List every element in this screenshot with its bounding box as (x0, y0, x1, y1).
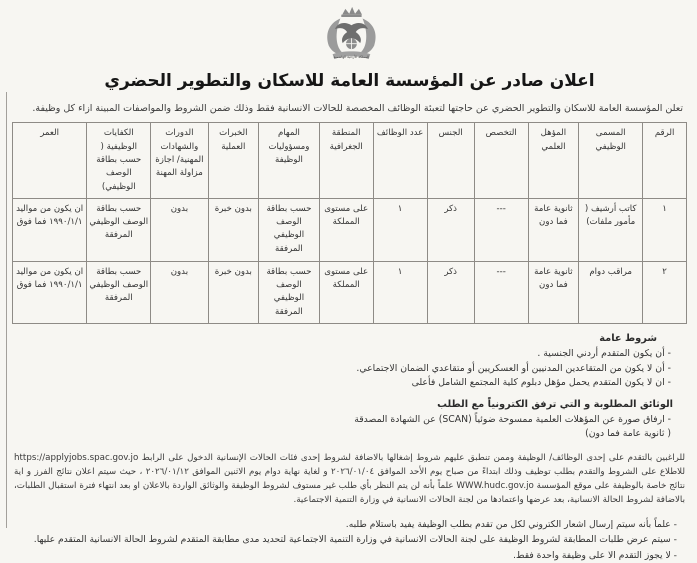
documents-title: الوثائق المطلوبة و التي ترفق الكترونياً مع الطلب (437, 398, 673, 410)
cell-duties: حسب بطاقة الوصف الوظيفي المرفقة (259, 198, 320, 261)
header-courses: الدورات والشهادات المهنية/ اجازة مزاولة المهنة (151, 123, 208, 199)
header-number: الرقم (643, 123, 687, 199)
intro-text: تعلن المؤسسة العامة للاسكان والتطوير الحضري عن حاجتها لتعبئة الوظائف المخصصة للحالات الانسانية فقط وذلك ضمن الشروط والمواصفات المبينة ازاء كل وظيفة. (32, 103, 683, 114)
header-specialization: التخصص (474, 123, 528, 199)
page-title: اعلان صادر عن المؤسسة العامة للاسكان والتطوير الحضري (104, 71, 595, 91)
general-condition-item: - أن لا يكون من المتقاعدين المدنيين أو العسكريين أو متقاعدي الضمان الاجتماعي. (12, 362, 671, 375)
general-condition-item: - ان لا يكون المتقدم يحمل مؤهل دبلوم كلية المجتمع الشامل فأعلى (12, 376, 671, 389)
cell-region: على مستوى المملكة (319, 261, 373, 323)
logo-banner-text: المملكة الأردنية الهاشمية (333, 55, 369, 60)
cell-duties: حسب بطاقة الوصف الوظيفي المرفقة (259, 261, 320, 323)
cell-age: ان يكون من مواليد ١٩٩٠/١/١ فما فوق (13, 198, 87, 261)
header-region: المنطقة الجغرافية (319, 123, 373, 199)
cell-job-title: مراقب دوام (579, 261, 643, 323)
cell-specialization: --- (474, 198, 528, 261)
general-conditions-list (12, 347, 671, 389)
jordan-coat-of-arms-logo (12, 5, 687, 65)
cell-age: ان يكون من مواليد ١٩٩٠/١/١ فما فوق (13, 261, 87, 323)
cell-courses: بدون (151, 261, 208, 323)
header-competencies: الكفايات الوظيفية ( حسب بطاقة الوصف الوظيفي) (87, 123, 151, 199)
document-item: - ارفاق صورة عن المؤهلات العلمية ممسوحة ضوئياً (SCAN) عن الشهادة المصدقة (12, 413, 671, 426)
general-condition-item: - أن يكون المتقدم أردني الجنسية . (12, 347, 671, 360)
cell-qualification: ثانوية عامة فما دون (528, 261, 579, 323)
general-conditions-title: شروط عامة (599, 333, 657, 345)
cell-competencies: حسب بطاقة الوصف الوظيفي المرفقة (87, 198, 151, 261)
header-age: العمر (13, 123, 87, 199)
application-instructions-paragraph: للراغبين بالتقدم على إحدى الوظائف/ الوظيفة وممن تنطبق عليهم شروط إشغالها بالاضافة لشروط إحدى فئات الحالات الإنسانية الدخول على الرابط https://applyjobs.spac.gov.jo للاطلاع على الشروط والتقدم بطلب توظيف وذلك ابتداءً من صباح يوم الأحد الموافق ٢٠٢٦/٠١/٠٤ و لغاية نهاية دوام يوم الاثنين الموافق ٢٠٢٦/٠١/١٢ ، حيث سيتم اعلان نتائج الفرز و اية نتائج خاصة بالوظيفة على موقع المؤسسة WWW.hudc.gov.jo علماً بأنه لن يتم النظر بأي طلب غير مستوف لشروط الوظيفة والوثائق الواردة بالاعلان او بعد انتهاء فترة استقبال الطلبات، بالاضافة لشروط الحالة الانسانية، بعد عرضها واعتمادها من لجنة الحالات الانسانية في وزارة التنمية الاجتماعية. (14, 453, 685, 505)
cell-experience: بدون خبرة (208, 261, 259, 323)
table-row (13, 261, 687, 323)
page-frame-line (6, 92, 7, 528)
cell-vacancies: ١ (373, 261, 427, 323)
header-vacancies: عدد الوظائف (373, 123, 427, 199)
cell-number: ١ (643, 198, 687, 261)
header-gender: الجنس (427, 123, 474, 199)
cell-number: ٢ (643, 261, 687, 323)
cell-job-title: كاتب أرشيف ( مأمور ملفات) (579, 198, 643, 261)
header-job-title: المسمى الوظيفي (579, 123, 643, 199)
jobs-table (12, 122, 687, 324)
table-row (13, 198, 687, 261)
coat-of-arms-icon (308, 5, 392, 63)
closing-notes-list (12, 518, 677, 563)
cell-region: على مستوى المملكة (319, 198, 373, 261)
cell-gender: ذكر (427, 198, 474, 261)
cell-specialization: --- (474, 261, 528, 323)
closing-note-item: - سيتم عرض طلبات المطابقة لشروط الوظيفة على لجنة الحالات الانسانية في وزارة التنمية الاجتماعية لتحديد مدى مطابقة المتقدم لشروط الحالة الانسانية المتقدم عليها. (12, 533, 677, 547)
table-header-row (13, 123, 687, 199)
closing-note-item: - علماً بأنه سيتم إرسال اشعار الكتروني لكل من تقدم بطلب الوظيفة يفيد باستلام طلبه. (12, 518, 677, 532)
cell-courses: بدون (151, 198, 208, 261)
cell-competencies: حسب بطاقة الوصف الوظيفي المرفقة (87, 261, 151, 323)
header-duties: المهام ومسؤوليات الوظيفة (259, 123, 320, 199)
cell-gender: ذكر (427, 261, 474, 323)
cell-vacancies: ١ (373, 198, 427, 261)
cell-qualification: ثانوية عامة فما دون (528, 198, 579, 261)
closing-note-item: - لا يجوز التقدم الا على وظيفة واحدة فقط. (12, 549, 677, 563)
documents-note: ( ثانوية عامة فما دون) (585, 427, 671, 439)
documents-list (12, 413, 671, 426)
cell-experience: بدون خبرة (208, 198, 259, 261)
header-experience: الخبرات العملية (208, 123, 259, 199)
header-qualification: المؤهل العلمي (528, 123, 579, 199)
